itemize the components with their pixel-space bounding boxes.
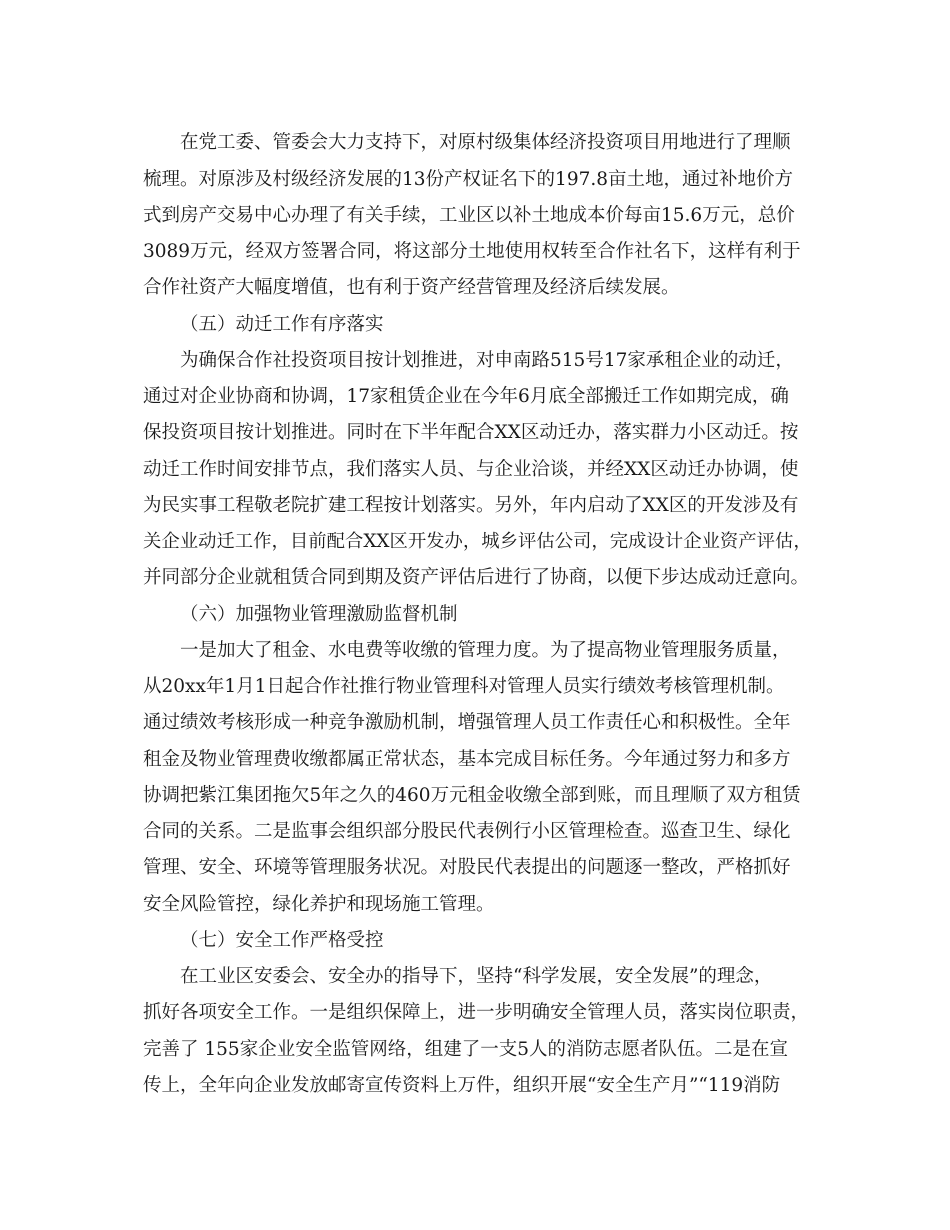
paragraph-line: 通过绩效考核形成一种竞争激励机制，增强管理人员工作责任心和积极性。全年 xyxy=(143,712,791,733)
paragraph-line: 为民实事工程敬老院扩建工程按计划落实。另外，年内启动了XX区的开发涉及有 xyxy=(143,495,799,516)
paragraph-line: 保投资项目按计划推进。同时在下半年配合XX区动迁办，落实群力小区动迁。按 xyxy=(143,422,799,443)
paragraph-line: 传上，全年向企业发放邮寄宣传资料上万件，组织开展“安全生产月”“119消防 xyxy=(143,1075,781,1096)
section-heading: （五）动迁工作有序落实 xyxy=(180,314,384,335)
paragraph-line: 式到房产交易中心办理了有关手续，工业区以补土地成本价每亩15.6万元，总价 xyxy=(143,205,795,226)
paragraph-line: 合作社资产大幅度增值，也有利于资产经营管理及经济后续发展。 xyxy=(143,277,680,298)
section-heading: （七）安全工作严格受控 xyxy=(180,930,384,951)
paragraph-line: 协调把紫江集团拖欠5年之久的460万元租金收缴全部到账，而且理顺了双方租赁 xyxy=(143,785,801,806)
paragraph-line: 3089万元，经双方签署合同，将这部分土地使用权转至合作社名下，这样有利于 xyxy=(143,241,801,262)
paragraph-line: 在党工委、管委会大力支持下，对原村级集体经济投资项目用地进行了理顺 xyxy=(180,132,791,153)
paragraph-line: 动迁工作时间安排节点，我们落实人员、与企业洽谈，并经XX区动迁办协调，使 xyxy=(143,459,799,480)
paragraph-line: 租金及物业管理费收缴都属正常状态，基本完成目标任务。今年通过努力和多方 xyxy=(143,749,791,770)
paragraph-line: 在工业区安委会、安全办的指导下，坚持“科学发展，安全发展”的理念， xyxy=(180,966,773,987)
paragraph-line: 关企业动迁工作，目前配合XX区开发办，城乡评估公司，完成设计企业资产评估， xyxy=(143,531,812,552)
paragraph-line: 完善了 155家企业安全监管网络，组建了一支5人的消防志愿者队伍。二是在宣 xyxy=(143,1039,788,1060)
paragraph-line: 一是加大了租金、水电费等收缴的管理力度。为了提高物业管理服务质量， xyxy=(180,640,791,661)
paragraph-line: 安全风险管控，绿化养护和现场施工管理。 xyxy=(143,894,495,915)
paragraph-line: 梳理。对原涉及村级经济发展的13份产权证名下的197.8亩土地，通过补地价方 xyxy=(143,169,794,190)
paragraph-line: 通过对企业协商和协调，17家租赁企业在今年6月底全部搬迁工作如期完成，确 xyxy=(143,386,789,407)
paragraph-line: 抓好各项安全工作。一是组织保障上，进一步明确安全管理人员，落实岗位职责， xyxy=(143,1002,810,1023)
paragraph-line: 合同的关系。二是监事会组织部分股民代表例行小区管理检查。巡查卫生、绿化 xyxy=(143,821,791,842)
paragraph-line: 从20xx年1月1日起合作社推行物业管理科对管理人员实行绩效考核管理机制。 xyxy=(143,676,785,697)
section-heading: （六）加强物业管理激励监督机制 xyxy=(180,604,458,625)
paragraph-line: 并同部分企业就租赁合同到期及资产评估后进行了协商，以便下步达成动迁意向。 xyxy=(143,567,810,588)
paragraph-line: 管理、安全、环境等管理服务状况。对股民代表提出的问题逐一整改，严格抓好 xyxy=(143,857,791,878)
paragraph-line: 为确保合作社投资项目按计划推进，对申南路515号17家承租企业的动迁， xyxy=(180,350,794,371)
